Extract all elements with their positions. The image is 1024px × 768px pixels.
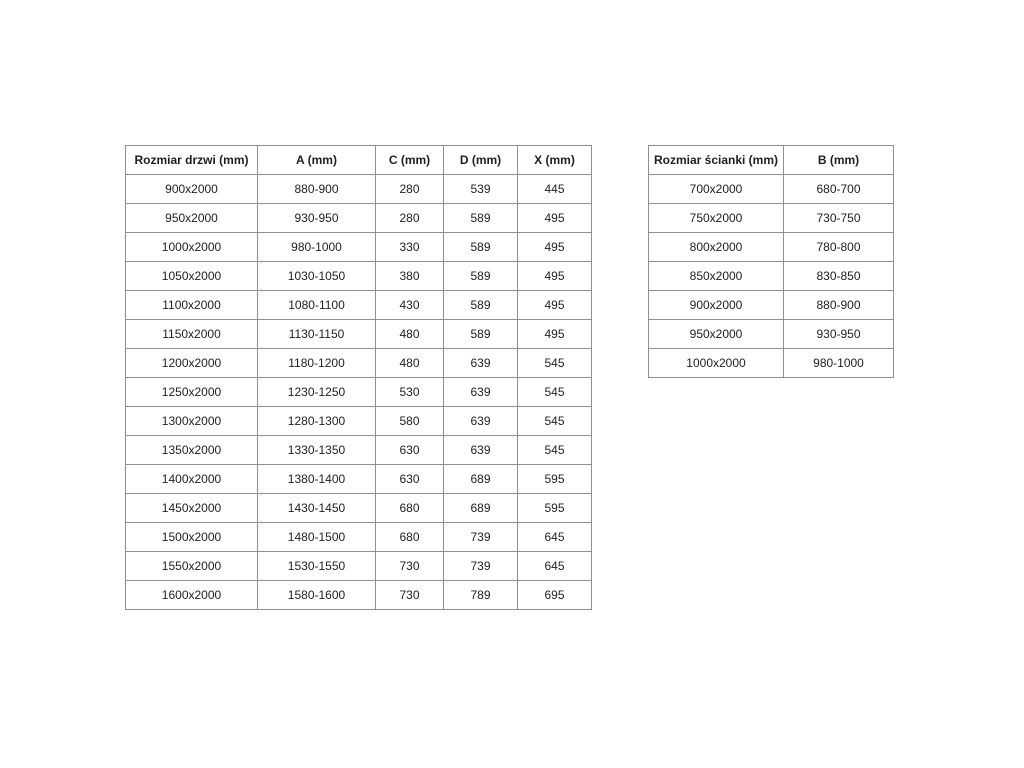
table-row <box>126 552 592 581</box>
table-cell: 695 <box>518 581 592 610</box>
table-cell: 930-950 <box>784 320 894 349</box>
table-cell: 1100x2000 <box>126 291 258 320</box>
table-cell: 1000x2000 <box>649 349 784 378</box>
table-cell: 880-900 <box>784 291 894 320</box>
table-cell: 800x2000 <box>649 233 784 262</box>
table-row <box>126 262 592 291</box>
table-cell: 589 <box>444 204 518 233</box>
table-cell: 639 <box>444 436 518 465</box>
column-header: B (mm) <box>784 146 894 175</box>
table-cell: 545 <box>518 349 592 378</box>
table-row <box>126 523 592 552</box>
table-row <box>126 204 592 233</box>
header-row <box>126 146 592 175</box>
column-header: Rozmiar ścianki (mm) <box>649 146 784 175</box>
table-cell: 1130-1150 <box>258 320 376 349</box>
table-cell: 680 <box>376 523 444 552</box>
table-cell: 680 <box>376 494 444 523</box>
table-cell: 589 <box>444 233 518 262</box>
table-cell: 1550x2000 <box>126 552 258 581</box>
table-cell: 645 <box>518 523 592 552</box>
table-row <box>126 465 592 494</box>
table-row <box>126 407 592 436</box>
table-cell: 1500x2000 <box>126 523 258 552</box>
table-row <box>126 349 592 378</box>
table-row <box>126 291 592 320</box>
table-cell: 1350x2000 <box>126 436 258 465</box>
table-cell: 900x2000 <box>126 175 258 204</box>
table-cell: 1400x2000 <box>126 465 258 494</box>
table-row <box>649 175 894 204</box>
table-cell: 1080-1100 <box>258 291 376 320</box>
table-cell: 639 <box>444 407 518 436</box>
table-cell: 545 <box>518 436 592 465</box>
door-dimensions-table <box>125 145 592 610</box>
table-row <box>126 581 592 610</box>
table-row <box>649 262 894 291</box>
table-cell: 589 <box>444 291 518 320</box>
table-cell: 1000x2000 <box>126 233 258 262</box>
table-cell: 700x2000 <box>649 175 784 204</box>
table-cell: 630 <box>376 465 444 494</box>
table-cell: 1150x2000 <box>126 320 258 349</box>
table-cell: 645 <box>518 552 592 581</box>
table-row <box>126 378 592 407</box>
table-cell: 380 <box>376 262 444 291</box>
table-cell: 730-750 <box>784 204 894 233</box>
table-cell: 730 <box>376 552 444 581</box>
table-cell: 480 <box>376 320 444 349</box>
column-header: D (mm) <box>444 146 518 175</box>
column-header: A (mm) <box>258 146 376 175</box>
table-cell: 545 <box>518 378 592 407</box>
table-row <box>126 233 592 262</box>
column-header: C (mm) <box>376 146 444 175</box>
table-cell: 430 <box>376 291 444 320</box>
table-cell: 880-900 <box>258 175 376 204</box>
table-cell: 545 <box>518 407 592 436</box>
table-cell: 950x2000 <box>126 204 258 233</box>
wall-dimensions-table <box>648 145 894 378</box>
table-cell: 589 <box>444 320 518 349</box>
table-row <box>649 233 894 262</box>
table-cell: 539 <box>444 175 518 204</box>
table-cell: 730 <box>376 581 444 610</box>
table-row <box>126 175 592 204</box>
table-cell: 595 <box>518 465 592 494</box>
table-cell: 530 <box>376 378 444 407</box>
table-cell: 1600x2000 <box>126 581 258 610</box>
table-cell: 1280-1300 <box>258 407 376 436</box>
table-cell: 850x2000 <box>649 262 784 291</box>
table-cell: 1050x2000 <box>126 262 258 291</box>
table-row <box>126 494 592 523</box>
table-cell: 780-800 <box>784 233 894 262</box>
table-cell: 1580-1600 <box>258 581 376 610</box>
table-cell: 1330-1350 <box>258 436 376 465</box>
table-cell: 330 <box>376 233 444 262</box>
table-cell: 980-1000 <box>784 349 894 378</box>
table-cell: 1230-1250 <box>258 378 376 407</box>
table-cell: 639 <box>444 349 518 378</box>
table-cell: 595 <box>518 494 592 523</box>
table-cell: 950x2000 <box>649 320 784 349</box>
column-header: X (mm) <box>518 146 592 175</box>
table-cell: 900x2000 <box>649 291 784 320</box>
table-cell: 495 <box>518 262 592 291</box>
table-row <box>649 204 894 233</box>
table-cell: 495 <box>518 291 592 320</box>
header-row <box>649 146 894 175</box>
table-cell: 980-1000 <box>258 233 376 262</box>
table-cell: 1200x2000 <box>126 349 258 378</box>
table-cell: 589 <box>444 262 518 291</box>
table-cell: 1530-1550 <box>258 552 376 581</box>
table-cell: 789 <box>444 581 518 610</box>
table-cell: 739 <box>444 552 518 581</box>
table-cell: 495 <box>518 204 592 233</box>
table-cell: 1480-1500 <box>258 523 376 552</box>
table-row <box>649 349 894 378</box>
table-cell: 689 <box>444 465 518 494</box>
table-cell: 1030-1050 <box>258 262 376 291</box>
table-cell: 1450x2000 <box>126 494 258 523</box>
table-cell: 1300x2000 <box>126 407 258 436</box>
table-cell: 750x2000 <box>649 204 784 233</box>
table-cell: 495 <box>518 233 592 262</box>
table-cell: 689 <box>444 494 518 523</box>
table-row <box>126 436 592 465</box>
table-cell: 445 <box>518 175 592 204</box>
table-cell: 480 <box>376 349 444 378</box>
table-cell: 930-950 <box>258 204 376 233</box>
table-cell: 830-850 <box>784 262 894 291</box>
table-cell: 495 <box>518 320 592 349</box>
table-cell: 1380-1400 <box>258 465 376 494</box>
table-cell: 739 <box>444 523 518 552</box>
table-row <box>126 320 592 349</box>
table-row <box>649 320 894 349</box>
column-header: Rozmiar drzwi (mm) <box>126 146 258 175</box>
table-cell: 280 <box>376 204 444 233</box>
table-cell: 1430-1450 <box>258 494 376 523</box>
table-row <box>649 291 894 320</box>
table-cell: 1250x2000 <box>126 378 258 407</box>
table-cell: 1180-1200 <box>258 349 376 378</box>
table-cell: 280 <box>376 175 444 204</box>
table-cell: 639 <box>444 378 518 407</box>
table-cell: 630 <box>376 436 444 465</box>
table-cell: 680-700 <box>784 175 894 204</box>
table-cell: 580 <box>376 407 444 436</box>
